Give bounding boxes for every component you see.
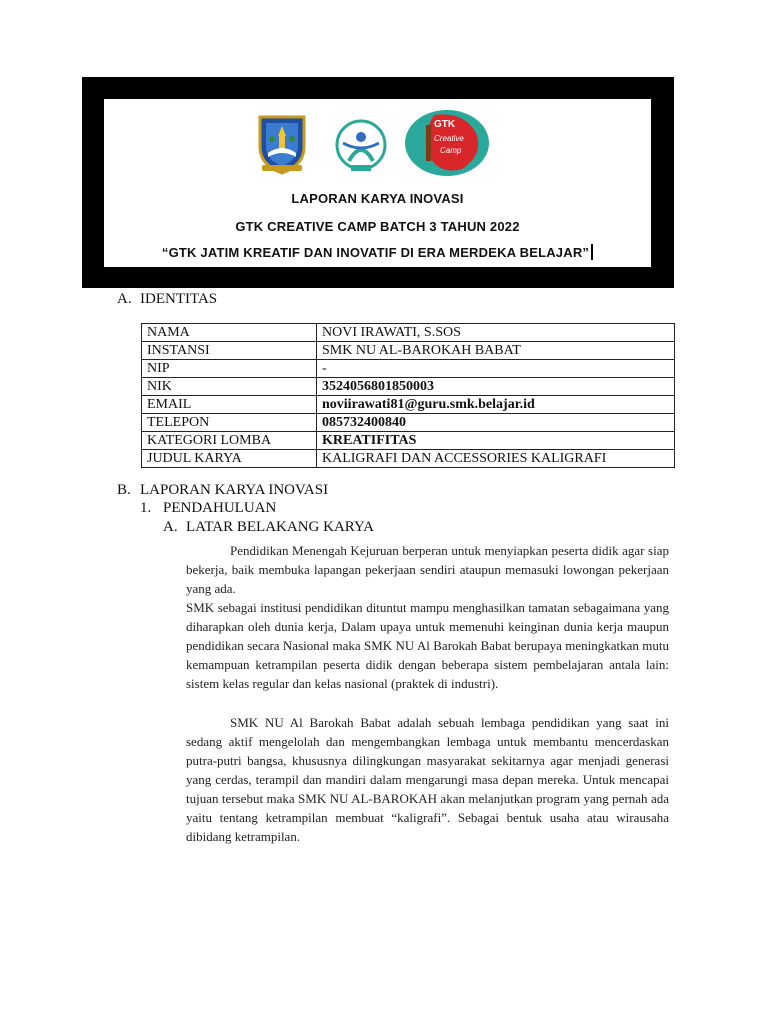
paragraph-3 <box>186 713 669 846</box>
header-banner <box>82 77 674 288</box>
table-row <box>142 414 675 432</box>
row-value: KREATIFITAS <box>317 432 675 450</box>
subsection-1-label: 1. <box>140 500 152 516</box>
row-value: 3524056801850003 <box>317 378 675 396</box>
subsection-a-label: A. <box>163 519 178 535</box>
identity-table <box>141 323 675 468</box>
paragraph-2-text: SMK sebagai institusi pendidikan dituntut mampu menghasilkan tamatan sebagaimana yang diharapkan oleh dunia kerja, Dalam upaya untuk memenuhi keinginan dunia kerja maupun pendidikan secara Nasional maka SMK NU Al Barokah Babat berupaya meningkatkan mutu kemampuan ketrampilan peserta didik dengan beberapa sistem pembelajaran antala lain: sistem kelas regular dan kelas nasional (praktek di industri). <box>186 600 669 691</box>
row-key: TELEPON <box>142 414 317 432</box>
svg-text:Camp: Camp <box>440 146 462 155</box>
banner-content <box>104 99 651 267</box>
text-cursor <box>591 244 593 260</box>
section-b-label: B. <box>117 482 131 498</box>
section-a-title: IDENTITAS <box>140 291 218 307</box>
banner-slogan-text: “GTK JATIM KREATIF DAN INOVATIF DI ERA MERDEKA BELAJAR” <box>161 245 590 260</box>
gtk-program-logo <box>331 117 391 175</box>
table-row <box>142 396 675 414</box>
banner-title: LAPORAN KARYA INOVASI <box>291 191 464 206</box>
row-key: KATEGORI LOMBA <box>142 432 317 450</box>
gtk-creative-camp-logo <box>404 109 490 177</box>
row-value: NOVI IRAWATI, S.SOS <box>317 324 675 342</box>
paragraph-3-text: SMK NU Al Barokah Babat adalah sebuah lembaga pendidikan yang saat ini sedang aktif mengelolah dan mengembangkan lembaga untuk membantu mencerdaskan putra-putri bangsa, khususnya dilingkungan masyarakat sekitarnya agar menjadi generasi yang cerdas, terampil dan mandiri dalam mengarungi masa depan mereka. Untuk mencapai tujuan tersebut maka SMK NU AL-BAROKAH akan melanjutkan program yang pernah ada yaitu tentang ketrampilan membuat “kaligrafi”. Sebagai bentuk usaha atau wirausaha dibidang ketrampilan. <box>186 715 669 844</box>
row-value: 085732400840 <box>317 414 675 432</box>
table-row <box>142 342 675 360</box>
paragraph-1-text: Pendidikan Menengah Kejuruan berperan untuk menyiapkan peserta didik agar siap bekerja, baik membuka lapangan pekerjaan sendiri ataupun memasuki lowongan pekerjaan yang ada. <box>186 543 669 596</box>
row-key: INSTANSI <box>142 342 317 360</box>
banner-slogan <box>104 244 651 260</box>
section-b-title: LAPORAN KARYA INOVASI <box>140 482 329 498</box>
provincial-crest-logo <box>254 113 310 175</box>
svg-text:Creative: Creative <box>434 134 464 143</box>
table-row <box>142 324 675 342</box>
table-row <box>142 360 675 378</box>
row-key: EMAIL <box>142 396 317 414</box>
section-a-label: A. <box>117 291 132 307</box>
section-b-heading <box>117 482 328 499</box>
table-row <box>142 432 675 450</box>
row-value: noviirawati81@guru.smk.belajar.id <box>317 396 675 414</box>
logo-row <box>104 113 651 175</box>
section-a-heading <box>117 291 217 308</box>
row-value: SMK NU AL-BAROKAH BABAT <box>317 342 675 360</box>
row-key: NAMA <box>142 324 317 342</box>
table-row <box>142 378 675 396</box>
subsection-1-title: PENDAHULUAN <box>163 500 277 516</box>
paragraph-2 <box>186 598 669 693</box>
row-value: KALIGRAFI DAN ACCESSORIES KALIGRAFI <box>317 450 675 468</box>
svg-text:GTK: GTK <box>434 119 456 130</box>
row-value: - <box>317 360 675 378</box>
subsection-a-heading <box>163 519 374 536</box>
row-key: NIK <box>142 378 317 396</box>
table-row <box>142 450 675 468</box>
banner-subtitle: GTK CREATIVE CAMP BATCH 3 TAHUN 2022 <box>235 219 520 234</box>
subsection-1-heading <box>140 500 276 517</box>
row-key: NIP <box>142 360 317 378</box>
paragraph-1 <box>186 541 669 598</box>
row-key: JUDUL KARYA <box>142 450 317 468</box>
subsection-a-title: LATAR BELAKANG KARYA <box>186 519 374 535</box>
